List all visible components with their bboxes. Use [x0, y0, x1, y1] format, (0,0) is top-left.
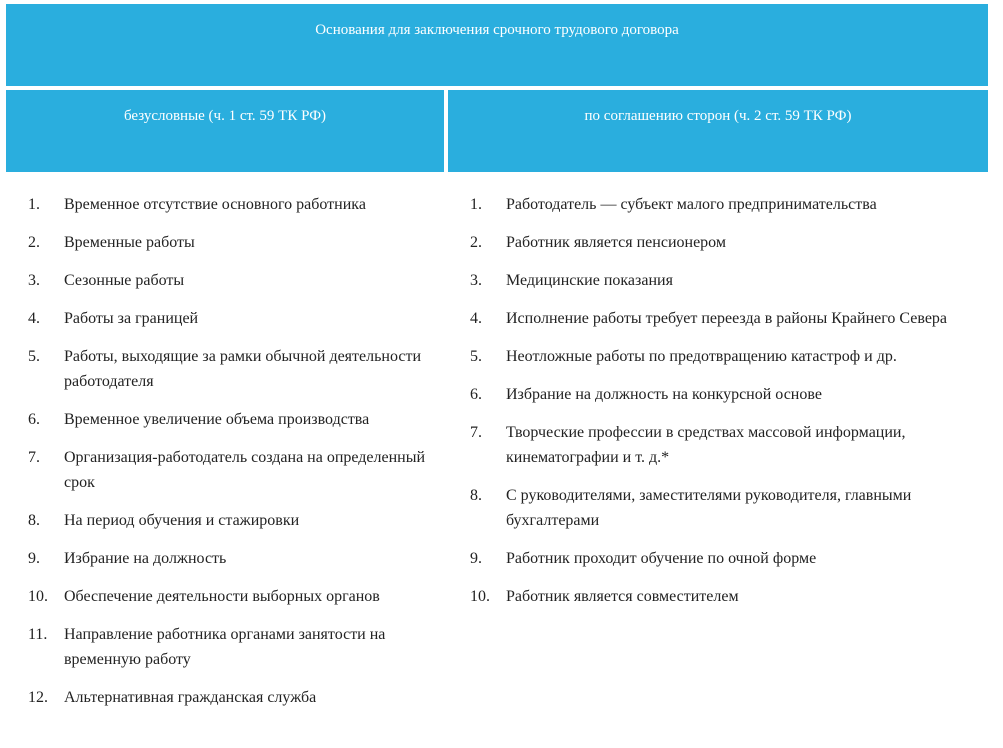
list-item [470, 483, 995, 533]
list-item [470, 344, 995, 369]
item-text: Временные работы [64, 234, 195, 251]
item-text: Работник является совместителем [506, 588, 739, 605]
item-text: Творческие профессии в средствах массовой информации, кинематографии и т. д.* [506, 424, 906, 466]
item-number: 11. [28, 626, 48, 643]
item-text: Работник является пенсионером [506, 234, 726, 251]
left-column-heading: безусловные (ч. 1 ст. 59 ТК РФ) [123, 108, 327, 124]
item-number: 10. [28, 588, 48, 605]
item-text: Работы, выходящие за рамки обычной деятельности работодателя [64, 348, 422, 390]
list-item [28, 344, 448, 394]
list-item [470, 268, 995, 293]
item-text: Работодатель — субъект малого предпринимательства [506, 196, 877, 213]
item-text: Работник проходит обучение по очной форме [506, 550, 817, 567]
item-text: Неотложные работы по предотвращению катастроф и др. [506, 348, 897, 365]
list-item [28, 268, 448, 293]
list-item [28, 306, 448, 331]
item-number: 7. [470, 424, 482, 441]
item-number: 8. [28, 512, 40, 529]
list-item [28, 685, 448, 710]
agreement-grounds-list [470, 192, 995, 622]
list-item [470, 192, 995, 217]
item-text: Медицинские показания [506, 272, 673, 289]
unconditional-grounds-list [28, 192, 448, 723]
item-number: 7. [28, 449, 40, 466]
list-item [28, 230, 448, 255]
item-number: 9. [470, 550, 482, 567]
list-item [470, 306, 995, 331]
item-text: Сезонные работы [64, 272, 185, 289]
right-column-heading: по соглашению сторон (ч. 2 ст. 59 ТК РФ) [584, 108, 852, 124]
list-item [470, 230, 995, 255]
item-number: 3. [28, 272, 40, 289]
item-text: На период обучения и стажировки [64, 512, 300, 529]
list-item [470, 420, 995, 470]
item-number: 2. [470, 234, 482, 251]
right-column-header [448, 90, 988, 172]
table-title: Основания для заключения срочного трудового договора [315, 22, 679, 38]
item-number: 8. [470, 487, 482, 504]
item-text: С руководителями, заместителями руководителя, главными бухгалтерами [506, 487, 912, 529]
item-number: 4. [470, 310, 482, 327]
item-number: 10. [470, 588, 490, 605]
item-number: 4. [28, 310, 40, 327]
item-text: Избрание на должность на конкурсной основе [506, 386, 822, 403]
list-item [470, 546, 995, 571]
list-item [28, 407, 448, 432]
list-item [28, 192, 448, 217]
list-item [28, 622, 448, 672]
item-number: 1. [470, 196, 482, 213]
item-text: Обеспечение деятельности выборных органов [64, 588, 380, 605]
item-number: 3. [470, 272, 482, 289]
table-title-header [6, 4, 988, 86]
item-text: Направление работника органами занятости на временную работу [64, 626, 386, 668]
item-text: Работы за границей [64, 310, 199, 327]
item-text: Временное увеличение объема производства [64, 411, 370, 428]
item-number: 2. [28, 234, 40, 251]
item-text: Избрание на должность [64, 550, 227, 567]
item-number: 6. [28, 411, 40, 428]
item-text: Исполнение работы требует переезда в районы Крайнего Севера [506, 310, 948, 327]
list-item [28, 584, 448, 609]
item-text: Временное отсутствие основного работника [64, 196, 366, 213]
list-item [470, 382, 995, 407]
item-number: 12. [28, 689, 48, 706]
list-item [28, 546, 448, 571]
item-text: Альтернативная гражданская служба [64, 689, 317, 706]
item-number: 5. [28, 348, 40, 365]
item-number: 6. [470, 386, 482, 403]
left-column-header [6, 90, 444, 172]
item-number: 5. [470, 348, 482, 365]
list-item [470, 584, 995, 609]
item-number: 1. [28, 196, 40, 213]
list-item [28, 445, 448, 495]
item-text: Организация-работодатель создана на определенный срок [64, 449, 426, 491]
list-item [28, 508, 448, 533]
item-number: 9. [28, 550, 40, 567]
